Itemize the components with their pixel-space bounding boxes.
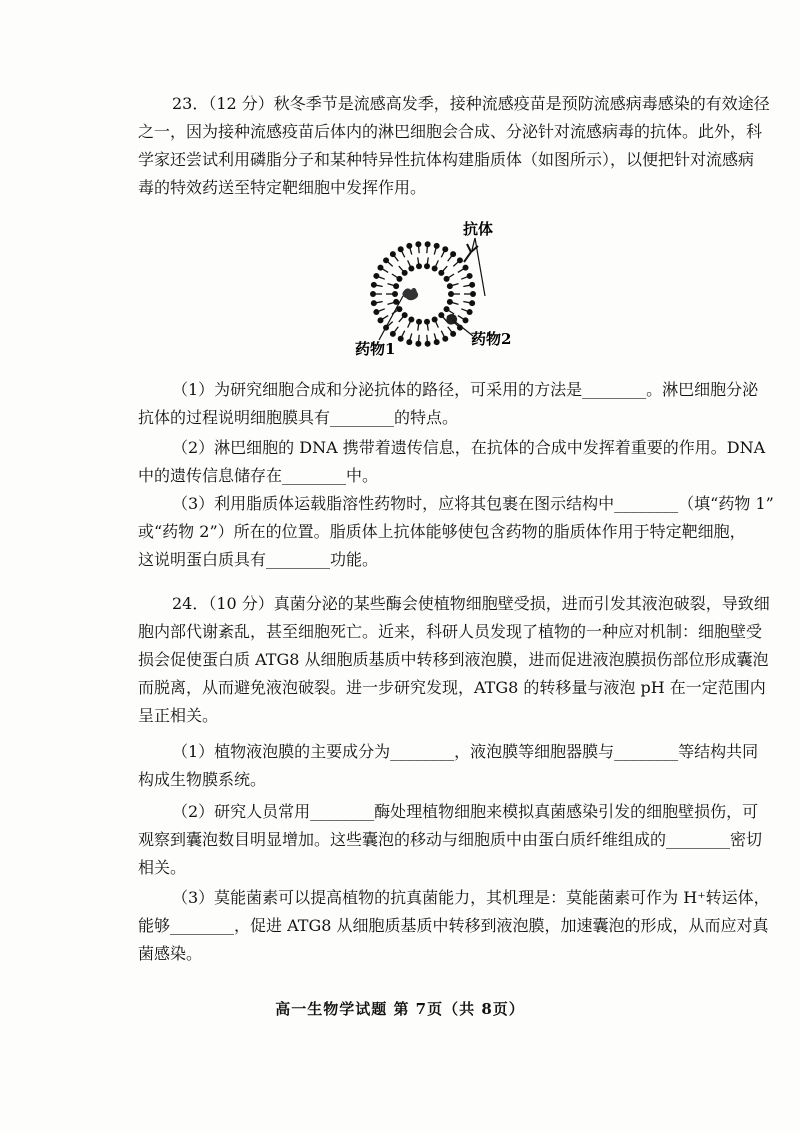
page-footer: 高一生物学试题 第 7页（共 8页） xyxy=(275,1000,525,1018)
q24-line-4: 而脱离，从而避免液泡破裂。进一步研究发现，ATG8 的转移量与液泡 pH 在一定范围内 xyxy=(138,678,766,697)
q24-sub-line-2: 构成生物膜系统。 xyxy=(138,770,267,789)
q23-sub-line-7: 这说明蛋白质具有________功能。 xyxy=(138,550,379,569)
figure-label-drug2: 药物2 xyxy=(471,330,512,348)
q24-line-5: 呈正相关。 xyxy=(138,706,219,725)
phospholipid-bilayer xyxy=(370,241,476,347)
q24-line-1: 24．（10 分）真菌分泌的某些酶会使植物细胞壁受损，进而引发其液泡破裂，导致细 xyxy=(172,594,770,613)
drug1-mark xyxy=(402,288,418,300)
q23-sub-line-5: （3）利用脂质体运载脂溶性药物时，应将其包裹在图示结构中________（填“药物 1” xyxy=(172,494,774,513)
q24-sub-line-3: （2）研究人员常用________酶处理植物细胞来模拟真菌感染引发的细胞壁损伤，可 xyxy=(172,802,759,821)
liposome-figure xyxy=(335,212,535,362)
q24-sub-line-5: 相关。 xyxy=(138,858,187,877)
q24-sub-line-8: 菌感染。 xyxy=(138,944,203,963)
q23-sub-line-1: （1）为研究细胞合成和分泌抗体的路径，可采用的方法是________。淋巴细胞分泌 xyxy=(172,380,759,399)
q24-sub-line-1: （1）植物液泡膜的主要成分为________，液泡膜等细胞器膜与________等结构共同 xyxy=(172,742,759,761)
q23-sub-line-4: 中的遗传信息储存在________中。 xyxy=(138,466,379,485)
q23-sub-line-6: 或“药物 2”）所在的位置。脂质体上抗体能够使包含药物的脂质体作用于特定靶细胞， xyxy=(138,522,746,541)
liposome-diagram xyxy=(335,212,535,362)
q24-sub-line-4: 观察到囊泡数目明显增加。这些囊泡的移动与细胞质中由蛋白质纤维组成的________密切 xyxy=(138,830,763,849)
q24-line-2: 胞内部代谢紊乱，甚至细胞死亡。近来，科研人员发现了植物的一种应对机制：细胞壁受 xyxy=(138,622,763,641)
q23-line-4: 毒的特效药送至特定靶细胞中发挥作用。 xyxy=(138,178,427,197)
q23-sub-line-3: （2）淋巴细胞的 DNA 携带着遗传信息，在抗体的合成中发挥着重要的作用。DNA xyxy=(172,438,766,457)
q23-sub-line-2: 抗体的过程说明细胞膜具有________的特点。 xyxy=(138,408,459,427)
figure-label-drug1: 药物1 xyxy=(355,340,396,358)
q23-line-1: 23．（12 分）秋冬季节是流感高发季，接种流感疫苗是预防流感病毒感染的有效途径 xyxy=(172,94,770,113)
q24-sub-line-7: 能够________，促进 ATG8 从细胞质基质中转移到液泡膜，加速囊泡的形成，从而应对真 xyxy=(138,916,769,935)
q23-line-3: 学家还尝试利用磷脂分子和某种特异性抗体构建脂质体（如图所示），以便把针对流感病 xyxy=(138,150,755,169)
q24-line-3: 损会促使蛋白质 ATG8 从细胞质基质中转移到液泡膜，进而促进液泡膜损伤部位形成囊泡 xyxy=(138,650,769,669)
q23-line-2: 之一，因为接种流感疫苗后体内的淋巴细胞会合成、分泌针对流感病毒的抗体。此外，科 xyxy=(138,122,763,141)
figure-label-antibody: 抗体 xyxy=(463,220,494,238)
q24-sub-line-6: （3）莫能菌素可以提高植物的抗真菌能力，其机理是：莫能菌素可作为 H⁺转运体， xyxy=(172,888,770,907)
